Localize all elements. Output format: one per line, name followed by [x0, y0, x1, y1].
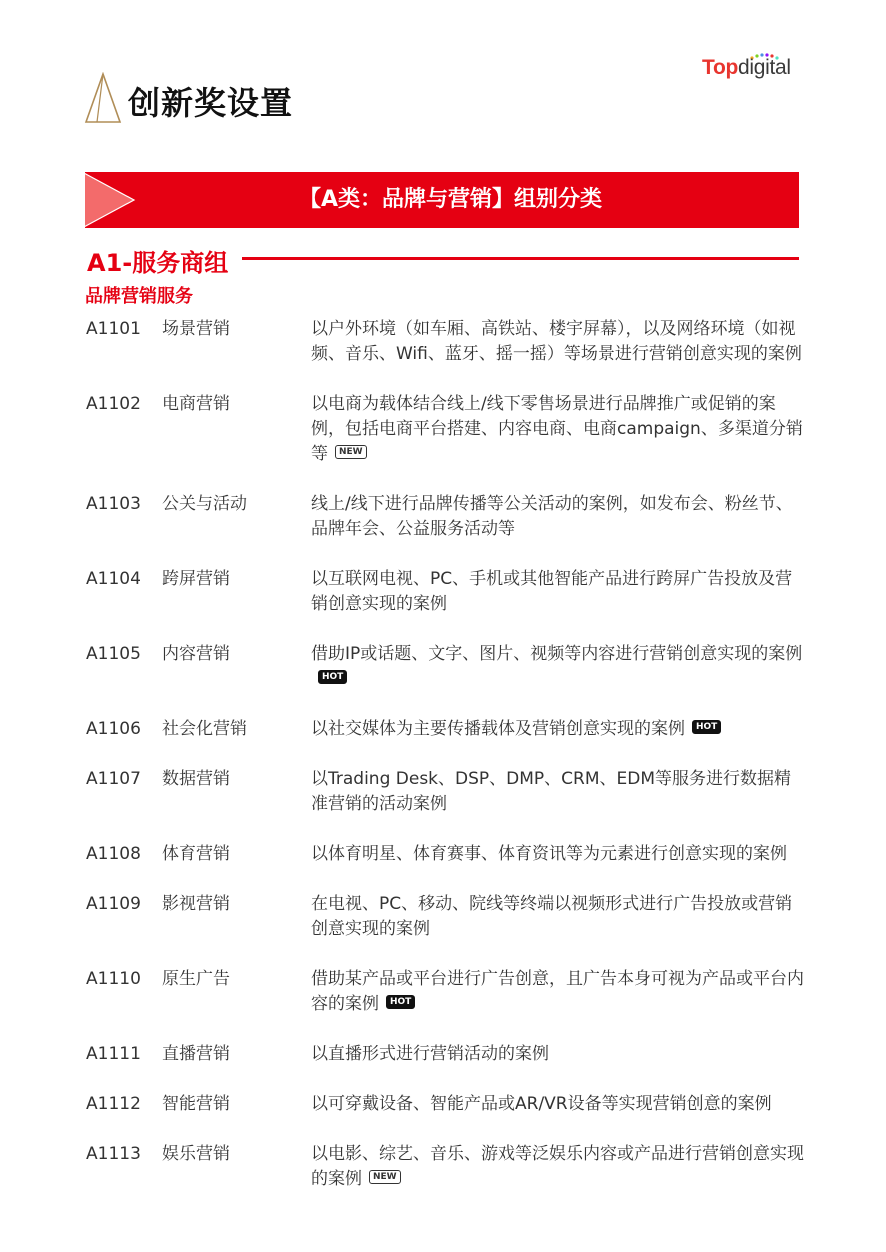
entry-name: 社会化营销: [162, 719, 247, 739]
entry-description-text: 以电影、综艺、音乐、游戏等泛娱乐内容或产品进行营销创意实现的案例: [311, 1144, 804, 1189]
category-banner: [82, 172, 799, 228]
entry-code: A1108: [86, 844, 141, 864]
entry-description-text: 线上/线下进行品牌传播等公关活动的案例，如发布会、粉丝节、品牌年会、公益服务活动等: [311, 494, 793, 539]
entry-description: [311, 1142, 807, 1192]
entry-description-text: 在电视、PC、移动、院线等终端以视频形式进行广告投放或营销创意实现的案例: [311, 894, 793, 939]
entry-description-text: 借助某产品或平台进行广告创意，且广告本身可视为产品或平台内容的案例: [311, 969, 804, 1014]
entry-description-text: 以电商为载体结合线上/线下零售场景进行品牌推广或促销的案例，包括电商平台搭建、内容电商、电商campaign、多渠道分销等: [311, 394, 803, 464]
entry-description: [311, 642, 807, 692]
entry-name: 公关与活动: [162, 494, 247, 514]
entry-code: A1110: [86, 969, 141, 989]
hot-badge: HOT: [318, 670, 347, 684]
entry-code: A1101: [86, 319, 141, 339]
entry-name: 内容营销: [162, 644, 230, 664]
page-title: 创新奖设置: [128, 84, 294, 122]
entry-name: 原生广告: [162, 969, 230, 989]
entry-description: [311, 767, 807, 817]
entry-description: [311, 1042, 807, 1067]
entry-description: [311, 392, 807, 467]
entry-description: [311, 317, 807, 367]
hot-badge: HOT: [386, 995, 415, 1009]
new-badge: NEW: [335, 445, 367, 459]
logo-top-text: Top: [702, 56, 739, 79]
entry-description: [311, 1092, 807, 1117]
entry-name: 娱乐营销: [162, 1144, 230, 1164]
hot-badge: HOT: [692, 720, 721, 734]
entry-description-text: 以可穿戴设备、智能产品或AR/VR设备等实现营销创意的案例: [311, 1094, 772, 1114]
entry-name: 智能营销: [162, 1094, 230, 1114]
topdigital-logo: [702, 56, 791, 80]
entry-name: 电商营销: [162, 394, 230, 414]
entry-code: A1113: [86, 1144, 141, 1164]
entry-description: [311, 892, 807, 942]
group-title-rule: [242, 257, 799, 260]
entry-description-text: 以直播形式进行营销活动的案例: [311, 1044, 549, 1064]
group-title: A1-服务商组: [87, 249, 229, 277]
entry-description-text: 以社交媒体为主要传播载体及营销创意实现的案例: [311, 719, 685, 739]
new-badge: NEW: [369, 1170, 401, 1184]
entry-code: A1111: [86, 1044, 141, 1064]
entry-name: 直播营销: [162, 1044, 230, 1064]
entry-code: A1103: [86, 494, 141, 514]
entry-name: 体育营销: [162, 844, 230, 864]
entry-description-text: 以体育明星、体育赛事、体育资讯等为元素进行创意实现的案例: [311, 844, 787, 864]
entry-description-text: 以Trading Desk、DSP、DMP、CRM、EDM等服务进行数据精准营销的活动案例: [311, 769, 792, 814]
entry-description: [311, 492, 807, 542]
entry-code: A1104: [86, 569, 141, 589]
banner-title: 【A类：品牌与营销】组别分类: [298, 187, 603, 212]
entry-description: [311, 717, 807, 742]
entry-description-text: 借助IP或话题、文字、图片、视频等内容进行营销创意实现的案例: [311, 644, 803, 664]
entry-description-text: 以户外环境（如车厢、高铁站、楼宇屏幕），以及网络环境（如视频、音乐、Wifi、蓝牙、摇一摇）等场景进行营销创意实现的案例: [311, 319, 802, 364]
entry-description-text: 以互联网电视、PC、手机或其他智能产品进行跨屏广告投放及营销创意实现的案例: [311, 569, 793, 614]
logo-digital-text: digital: [738, 56, 791, 79]
entry-description: [311, 967, 807, 1017]
entry-code: A1105: [86, 644, 141, 664]
entry-name: 跨屏营销: [162, 569, 230, 589]
entry-code: A1112: [86, 1094, 141, 1114]
mountain-logo-icon: [84, 72, 122, 124]
entry-description: [311, 842, 807, 867]
entry-code: A1109: [86, 894, 141, 914]
entry-code: A1106: [86, 719, 141, 739]
entry-description: [311, 567, 807, 617]
section-subtitle: 品牌营销服务: [85, 286, 193, 307]
entry-name: 影视营销: [162, 894, 230, 914]
entry-code: A1102: [86, 394, 141, 414]
entry-name: 数据营销: [162, 769, 230, 789]
entry-code: A1107: [86, 769, 141, 789]
entry-name: 场景营销: [162, 319, 230, 339]
